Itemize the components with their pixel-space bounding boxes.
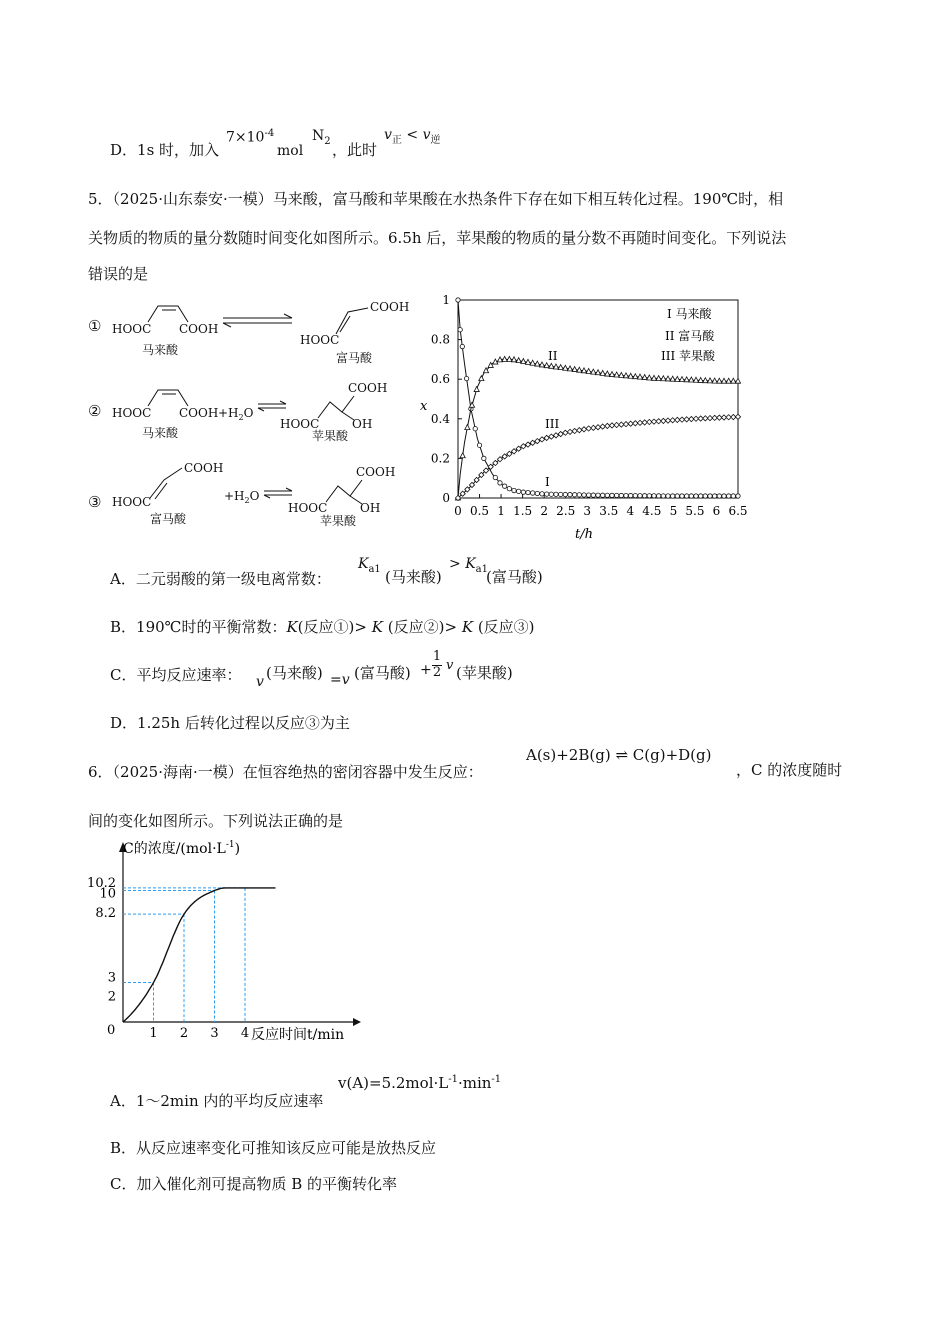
chart1-series-I-point [512, 488, 516, 492]
chart1-series-I-point [482, 456, 486, 460]
chart1-series-I-point [540, 492, 544, 496]
chart1-series-I-point [493, 475, 497, 479]
r2-malic-cooh: COOH [348, 381, 388, 395]
chart1-series-III-point [591, 425, 596, 430]
chart1-series-III-point [609, 423, 614, 428]
chart2-ytick-label: 10.2 [87, 875, 116, 891]
q5-option-b[interactable]: B．190℃时的平衡常数：K(反应①)> K (反应②)> K (反应③) [110, 618, 535, 636]
chart1-series-I-point [554, 492, 558, 496]
r3-malic-name: 苹果酸 [320, 514, 357, 528]
r3-fumaric-cooh: COOH [184, 461, 224, 475]
q5-option-c-p1: (马来酸) [266, 664, 323, 682]
chart1-series-II-point [717, 378, 722, 383]
chart2-xtick-label: 3 [210, 1026, 219, 1041]
chart1-series-I-point [708, 494, 712, 498]
chart1-series-I-point [558, 492, 562, 496]
chart1-series-III-point [637, 420, 642, 425]
r2-malic-hooc: HOOC [280, 417, 320, 431]
chart2-xlabel: 反应时间t/min [251, 1027, 345, 1043]
r1-maleic-bonds [148, 306, 188, 322]
chart1-series-III-point [544, 435, 549, 440]
chart1-curve-label-ii: II [548, 349, 558, 363]
chart1-series-III-point [665, 418, 670, 423]
chart1-series-III-point [647, 419, 652, 424]
chart1-series-I-point [656, 494, 660, 498]
chart1-ytick-label: 0.2 [430, 451, 450, 466]
chart1-series-III-point [553, 433, 558, 438]
chart1-series-II-point [735, 378, 740, 383]
chart1-series-III-point [633, 421, 638, 426]
q5-option-c-eq: =v [330, 672, 350, 688]
chart1-series-I-point [684, 494, 688, 498]
r3-malic-bonds [326, 480, 362, 502]
chart1-xtick-label: 4.5 [642, 504, 662, 518]
q5-option-c-v1: v [256, 674, 264, 690]
chart1-series-I-point [680, 494, 684, 498]
chart1-series-II-point [465, 425, 470, 430]
r1-number: ① [88, 317, 102, 335]
chart1-series-I-point [712, 494, 716, 498]
chart1-series-III-point [507, 451, 512, 456]
chart1-series-I-point [670, 494, 674, 498]
chart1-series-I-point [521, 490, 525, 494]
chart1-series-I-point [586, 493, 590, 497]
chart1-series-I-point [605, 493, 609, 497]
chart1-series-I-point [675, 494, 679, 498]
chart1-series-I-point [563, 492, 567, 496]
chart1-series-I-point [460, 344, 464, 348]
chart1-series-II-point [726, 378, 731, 383]
r2-maleic-name: 马来酸 [142, 426, 179, 440]
chart2-xtick-label: 2 [179, 1026, 189, 1041]
chart1-series-I-point [661, 494, 665, 498]
chart2-ytick-label: 8.2 [95, 906, 116, 922]
chart1-series-III-point [656, 419, 661, 424]
chart1-series-II-point [479, 376, 484, 381]
chart2-ytick-label: 2 [107, 989, 116, 1005]
chart2-ytick-label: 3 [107, 970, 116, 986]
chart1-series-I-point [591, 493, 595, 497]
r1-fumaric-name: 富马酸 [336, 351, 373, 365]
chart1-series-III-point [586, 426, 591, 431]
r3-malic-oh: OH [360, 501, 381, 515]
chart1-series-I-point [473, 427, 477, 431]
chart1-series-I-point [633, 493, 637, 497]
prev-option-d-amount: $7\times 10^{-4}$ [226, 128, 275, 146]
chart2-ytick-label: 10 [99, 886, 116, 902]
q5-option-c-plus: + [420, 662, 432, 678]
chart1-xtick-label: 6 [712, 504, 721, 518]
chart1-series-I-point [544, 492, 548, 496]
chart1-xtick-label: 4 [626, 504, 635, 518]
chart1-series-I-point [722, 494, 726, 498]
q6-stem-line1-end: ，C 的浓度随时 [736, 761, 843, 779]
mole-fraction-chart [415, 290, 760, 542]
chart1-series-III-point [511, 449, 516, 454]
chart1-ytick-label: 0.4 [430, 411, 450, 426]
chart1-series-III-point [619, 422, 624, 427]
chart1-series-I-point [638, 494, 642, 498]
r3-malic-cooh: COOH [356, 465, 396, 479]
chart1-series-III-point [563, 430, 568, 435]
q5-option-a[interactable]: A．二元弱酸的第一级电离常数： [110, 570, 331, 588]
chart1-series-I-point [652, 494, 656, 498]
chart1-series-I-point [456, 298, 460, 302]
chart1-series-III-point [502, 454, 507, 459]
prev-option-d: D．1s 时，加入 [110, 141, 220, 159]
chart1-xtick-label: 6.5 [728, 504, 748, 518]
chart1-series-I-point [703, 494, 707, 498]
r2-malic-oh: OH [352, 417, 373, 431]
chart1-series-I-point [477, 443, 481, 447]
chart1-series-III-point [628, 421, 633, 426]
chart1-series-I-point [458, 328, 462, 332]
chart1-series-III-point [581, 427, 586, 432]
chart1-xtick-label: 0 [454, 504, 462, 518]
r2-water: $+H_2O$ [218, 406, 254, 422]
reaction-schemes [80, 292, 420, 532]
chart1-series-I-point [619, 493, 623, 497]
chart1-xtick-label: 1 [497, 504, 505, 518]
chart1-series-III-point [595, 425, 600, 430]
chart1-xlabel: t/h [575, 527, 593, 542]
prev-option-d-rate: $v_正 < v_逆$ [384, 127, 441, 146]
chart1-series-I-point [600, 493, 604, 497]
chart1-series-I-point [535, 491, 539, 495]
r3-number: ③ [88, 493, 102, 511]
chart1-series-I-point [464, 376, 468, 380]
chart1-series-I-point [502, 484, 506, 488]
q5-option-a-formula: $K_{a1}$ [358, 556, 381, 575]
chart1-ytick-label: 0 [442, 491, 450, 505]
chart1-series-I-point [582, 493, 586, 497]
chart1-series-III-point [661, 418, 666, 423]
r2-maleic-cooh: COOH [179, 406, 219, 420]
chart1-series-I-point [516, 489, 520, 493]
q5-stem-line2: 关物质的物质的量分数随时间变化如图所示。6.5h 后，苹果酸的物质的量分数不再随时间变化。下列说法 [88, 229, 787, 247]
chart1-series-III-point [651, 419, 656, 424]
chart2-xtick-label: 4 [240, 1026, 250, 1041]
chart2-xtick-label: 1 [149, 1026, 158, 1041]
chart1-ytick-label: 0.8 [430, 332, 450, 347]
chart1-series-I-point [577, 493, 581, 497]
chart1-series-I-point [731, 494, 735, 498]
chart1-xtick-label: 3.5 [599, 504, 619, 518]
chart1-legend-ii: II 富马酸 [665, 329, 715, 343]
r1-maleic-cooh: COOH [179, 322, 219, 336]
q5-option-c-p2: (富马酸) [354, 664, 411, 682]
chart2-origin: 0 [107, 1023, 116, 1038]
chart1-series-III-point [577, 428, 582, 433]
chart1-legend-i: I 马来酸 [667, 307, 712, 321]
concentration-chart [85, 836, 375, 1048]
chart1-series-I-point [698, 494, 702, 498]
chart1-series-I-point [642, 494, 646, 498]
chart1-series-III-point [614, 422, 619, 427]
q5-option-a-op: > $K_{a1}$ [449, 556, 488, 575]
q5-option-c-p3: (苹果酸) [456, 664, 513, 682]
q6-option-a[interactable]: A．1～2min 内的平均反应速率 [110, 1092, 324, 1110]
chart1-ytick-label: 1 [442, 293, 450, 307]
r2-number: ② [88, 402, 102, 420]
r2-malic-bonds [318, 396, 354, 418]
chart1-series-III-point [516, 446, 521, 451]
chart2-curve [123, 888, 276, 1022]
q5-stem-line1: 5．（2025·山东泰安·一模）马来酸，富马酸和苹果酸在水热条件下存在如下相互转化过程。190℃时，相 [88, 190, 784, 208]
chart1-xtick-label: 2.5 [556, 504, 576, 518]
q5-option-c-fraction: 1 2 [432, 649, 442, 680]
prev-option-d-species: $N_2$ [312, 128, 331, 147]
chart1-series-I-point [526, 490, 530, 494]
chart1-series-I-point [549, 492, 553, 496]
chart1-series-I-point [689, 494, 693, 498]
chart1-series-II-point [731, 378, 736, 383]
r3-fumaric-bonds [150, 468, 182, 498]
chart1-series-I-point [572, 493, 576, 497]
q6-option-c[interactable]: C．加入催化剂可提高物质 B 的平衡转化率 [110, 1175, 398, 1193]
r1-maleic-name: 马来酸 [142, 343, 179, 357]
r1-maleic-hooc: HOOC [112, 322, 152, 336]
chart1-curve-label-iii: III [545, 417, 560, 431]
chart1-series-I-point [694, 494, 698, 498]
chart1-series-I-point [736, 494, 740, 498]
chart1-series-I-point [628, 493, 632, 497]
r3-water: $+H_2O$ [224, 489, 260, 505]
chart1-series-I-point [498, 481, 502, 485]
chart1-series-III-point [642, 420, 647, 425]
chart1-series-I-point [530, 491, 534, 495]
chart1-series-I-point [610, 493, 614, 497]
r1-fumaric-hooc: HOOC [300, 333, 340, 347]
chart1-series-II-point [502, 356, 507, 361]
q6-option-b[interactable]: B．从反应速率变化可推知该反应可能是放热反应 [110, 1139, 437, 1157]
chart1-xtick-label: 2 [540, 504, 548, 518]
chart1-xtick-label: 1.5 [513, 504, 533, 518]
chart1-series-III-point [549, 434, 554, 439]
q5-option-c-v3: v [446, 658, 454, 673]
q5-option-c[interactable]: C．平均反应速率： [110, 666, 242, 684]
chart1-ylabel: x [420, 399, 428, 414]
chart1-series-II-point [460, 453, 465, 458]
r3-malic-hooc: HOOC [288, 501, 328, 515]
prev-option-d-text2: ，此时 [332, 141, 378, 159]
chart1-ytick-label: 0.6 [430, 372, 450, 387]
chart1-series-III-point [567, 429, 572, 434]
chart1-series-II-point [507, 356, 512, 361]
chart2-ylabel: C的浓度$/(mol\cdot L^{-1})$ [123, 840, 241, 857]
chart1-xtick-label: 5.5 [685, 504, 705, 518]
q5-stem-line3: 错误的是 [88, 265, 149, 283]
chart1-series-I-point [507, 486, 511, 490]
chart1-series-III-point [572, 428, 577, 433]
chart2-x-arrow [353, 1018, 361, 1026]
chart1-series-I-point [568, 492, 572, 496]
chart1-series-I-point [614, 493, 618, 497]
q6-stem-line1: 6．（2025·海南·一模）在恒容绝热的密闭容器中发生反应： [88, 763, 483, 781]
chart1-curve-label-i: I [545, 475, 550, 489]
chart1-series-III-point [623, 422, 628, 427]
q6-equation: A(s)+2B(g) ⇌ C(g)+D(g) [526, 746, 712, 764]
r2-maleic-hooc: HOOC [112, 406, 152, 420]
chart1-series-III-point [605, 423, 610, 428]
chart1-series-I-point [717, 494, 721, 498]
r1-fumaric-cooh: COOH [370, 300, 410, 314]
chart1-xtick-label: 5 [669, 504, 678, 518]
q5-option-d[interactable]: D．1.25h 后转化过程以反应③为主 [110, 714, 350, 732]
r2-malic-name: 苹果酸 [312, 429, 349, 443]
chart1-series-I-point [596, 493, 600, 497]
r3-fumaric-hooc: HOOC [112, 495, 152, 509]
chart1-xtick-label: 3 [583, 504, 592, 518]
chart1-series-II-point [474, 387, 479, 392]
q6-option-a-formula: $v(A)=5.2mol\cdot L^{-1}\cdot\min^{-1}$ [338, 1074, 502, 1092]
chart1-series-III-point [558, 431, 563, 436]
r2-maleic-bonds [148, 390, 188, 406]
chart1-series-I-point [624, 493, 628, 497]
chart1-series-I-point [647, 494, 651, 498]
prev-option-d-unit: mol [277, 143, 304, 159]
chart1-series-I-point [726, 494, 730, 498]
q5-option-a-p1: (马来酸) [385, 568, 442, 586]
chart1-series-III-point [600, 424, 605, 429]
r3-fumaric-name: 富马酸 [150, 512, 187, 526]
chart1-series-I-point [666, 494, 670, 498]
chart1-series-III-point [735, 414, 740, 419]
chart1-legend-iii: III 苹果酸 [661, 349, 716, 363]
chart1-series-II-point [721, 378, 726, 383]
q6-stem-line2: 间的变化如图所示。下列说法正确的是 [88, 812, 344, 830]
chart1-xtick-label: 0.5 [469, 504, 490, 518]
q5-option-a-p2: (富马酸) [486, 568, 543, 586]
